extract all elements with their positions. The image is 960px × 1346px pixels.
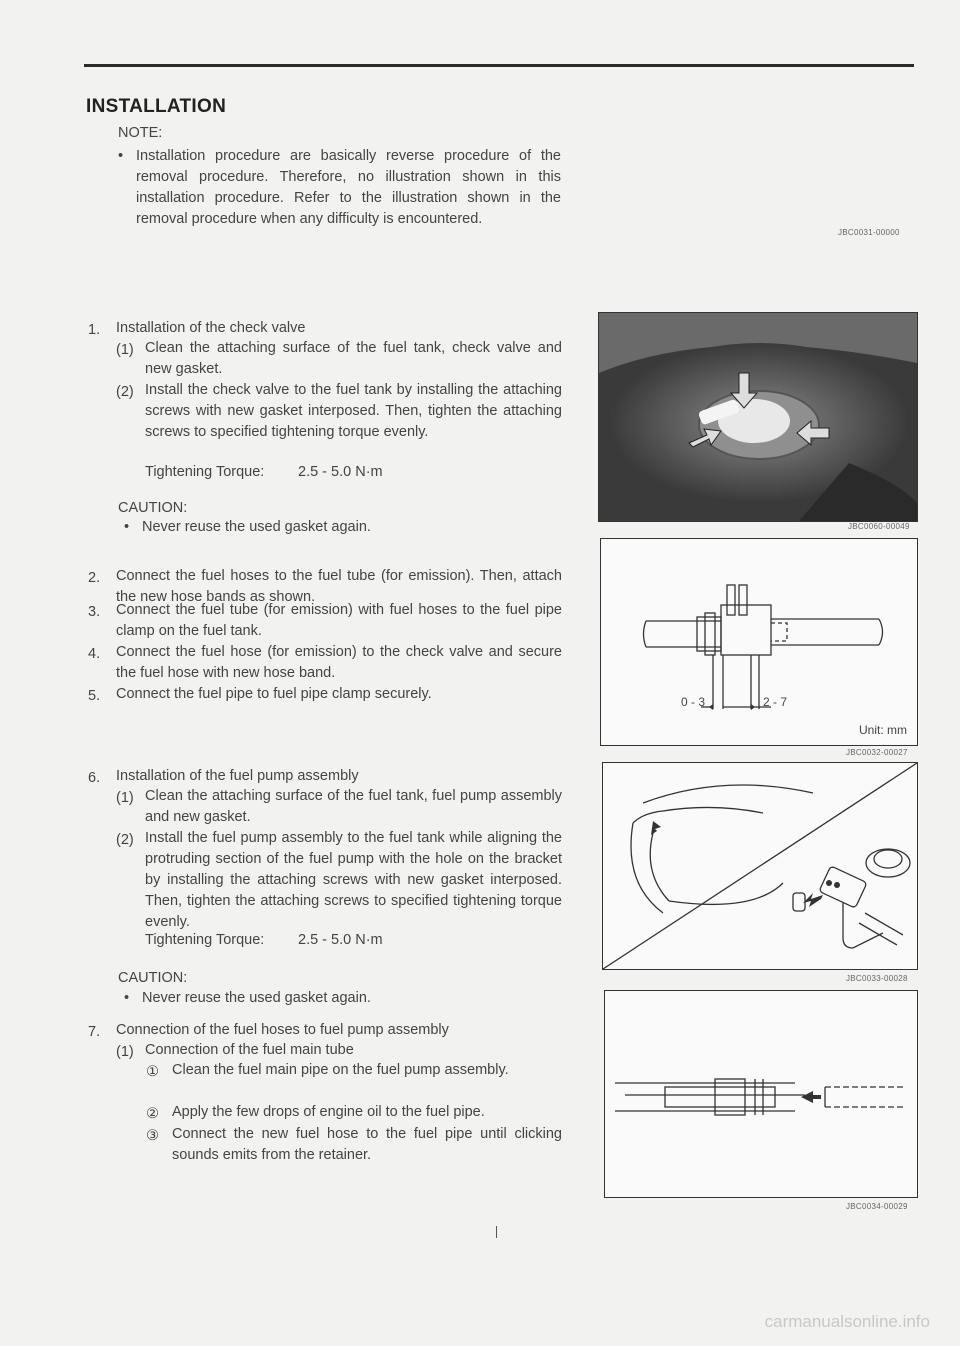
- unit-label: Unit: mm: [859, 723, 907, 737]
- step-6-caution-text: • Never reuse the used gasket again.: [142, 988, 371, 1009]
- figure-1-code: JBC0060-00049: [848, 522, 910, 531]
- step-6-torque-value: 2.5 - 5.0 N·m: [298, 932, 383, 948]
- note-code: JBC0031-00000: [838, 228, 900, 237]
- step-7-item1-text: Clean the fuel main pipe on the fuel pump assembly.: [172, 1062, 509, 1078]
- section-title: INSTALLATION: [86, 96, 227, 117]
- dimension-right: 2 - 7: [763, 695, 788, 709]
- step-7-sub1-text: Connection of the fuel main tube: [145, 1042, 354, 1058]
- step-6-sub2-number: (2): [116, 832, 134, 848]
- step-2-text: Connect the fuel hoses to the fuel tube (for emission). Then, attach the new hose bands as shown.: [116, 568, 562, 605]
- figure-fuel-hose-connection-diagram: [604, 990, 918, 1198]
- step-4-number: 4.: [88, 646, 101, 662]
- note-text: • Installation procedure are basically reverse procedure of the removal procedure. Therefore, no illustration shown in this installation procedure. Refer to the illustration shown in the removal procedure when any difficulty is encountered.: [136, 146, 561, 230]
- fuel-hose-connection-drawing: [605, 991, 917, 1197]
- figure-4-code: JBC0034-00029: [846, 1202, 908, 1211]
- step-7-item2-number: ②: [146, 1106, 159, 1122]
- step-1-caution-text: • Never reuse the used gasket again.: [142, 517, 371, 538]
- step-1-caution-label: CAUTION:: [118, 500, 188, 516]
- step-6-sub2-text: Install the fuel pump assembly to the fuel tank while aligning the protruding section of the fuel pump with the hole on the bracket by installing the attaching screws with new gasket interposed. Then, tighten the attaching screws to specified tightening torque evenly.: [145, 830, 562, 930]
- step-5-number: 5.: [88, 688, 101, 704]
- step-7-sub1-number: (1): [116, 1044, 134, 1060]
- step-7-number: 7.: [88, 1024, 101, 1040]
- note-label: NOTE:: [118, 125, 163, 141]
- top-rule: [84, 64, 914, 67]
- step-7-title: Connection of the fuel hoses to fuel pump assembly: [116, 1022, 449, 1038]
- figure-check-valve-photo: [598, 312, 918, 522]
- step-1-number: 1.: [88, 322, 101, 338]
- figure-2-code: JBC0032-00027: [846, 748, 908, 757]
- step-6-sub1-text: Clean the attaching surface of the fuel tank, fuel pump assembly and new gasket.: [145, 788, 562, 825]
- step-7-item1-number: ①: [146, 1064, 159, 1080]
- step-6-caution-label: CAUTION:: [118, 970, 188, 986]
- step-1-torque-label: Tightening Torque:: [145, 464, 265, 480]
- step-2-number: 2.: [88, 570, 101, 586]
- step-3-text: Connect the fuel tube (for emission) with fuel hoses to the fuel pipe clamp on the fuel tank.: [116, 602, 562, 639]
- step-1-title: Installation of the check valve: [116, 320, 306, 336]
- check-valve-photo-drawing: [599, 313, 917, 521]
- step-7-item2-text: Apply the few drops of engine oil to the fuel pipe.: [172, 1104, 485, 1120]
- step-6-torque-label: Tightening Torque:: [145, 932, 265, 948]
- watermark: carmanualsonline.info: [764, 1312, 930, 1331]
- step-1-sub2-number: (2): [116, 384, 134, 400]
- hose-band-drawing: [601, 539, 917, 745]
- figure-fuel-pump-diagram: [602, 762, 918, 970]
- step-4-text: Connect the fuel hose (for emission) to the check valve and secure the fuel hose with new hose band.: [116, 644, 562, 681]
- dimension-left: 0 - 3: [681, 695, 706, 709]
- step-6-title: Installation of the fuel pump assembly: [116, 768, 359, 784]
- step-5-text: Connect the fuel pipe to fuel pipe clamp securely.: [116, 686, 432, 702]
- figure-hose-band-diagram: [600, 538, 918, 746]
- page-footer-mark: [496, 1226, 497, 1238]
- step-1-sub1-text: Clean the attaching surface of the fuel tank, check valve and new gasket.: [145, 340, 562, 377]
- step-6-sub1-number: (1): [116, 790, 134, 806]
- step-1-sub2-text: Install the check valve to the fuel tank by installing the attaching screws with new gasket interposed. Then, tighten the attaching screws to specified tightening torque evenly.: [145, 382, 562, 440]
- fuel-pump-drawing: [603, 763, 917, 969]
- step-1-torque-value: 2.5 - 5.0 N·m: [298, 464, 383, 480]
- step-7-item3-number: ③: [146, 1128, 159, 1144]
- figure-3-code: JBC0033-00028: [846, 974, 908, 983]
- step-7-item3-text: Connect the new fuel hose to the fuel pipe until clicking sounds emits from the retainer.: [172, 1126, 562, 1163]
- step-6-number: 6.: [88, 770, 101, 786]
- step-3-number: 3.: [88, 604, 101, 620]
- step-1-sub1-number: (1): [116, 342, 134, 358]
